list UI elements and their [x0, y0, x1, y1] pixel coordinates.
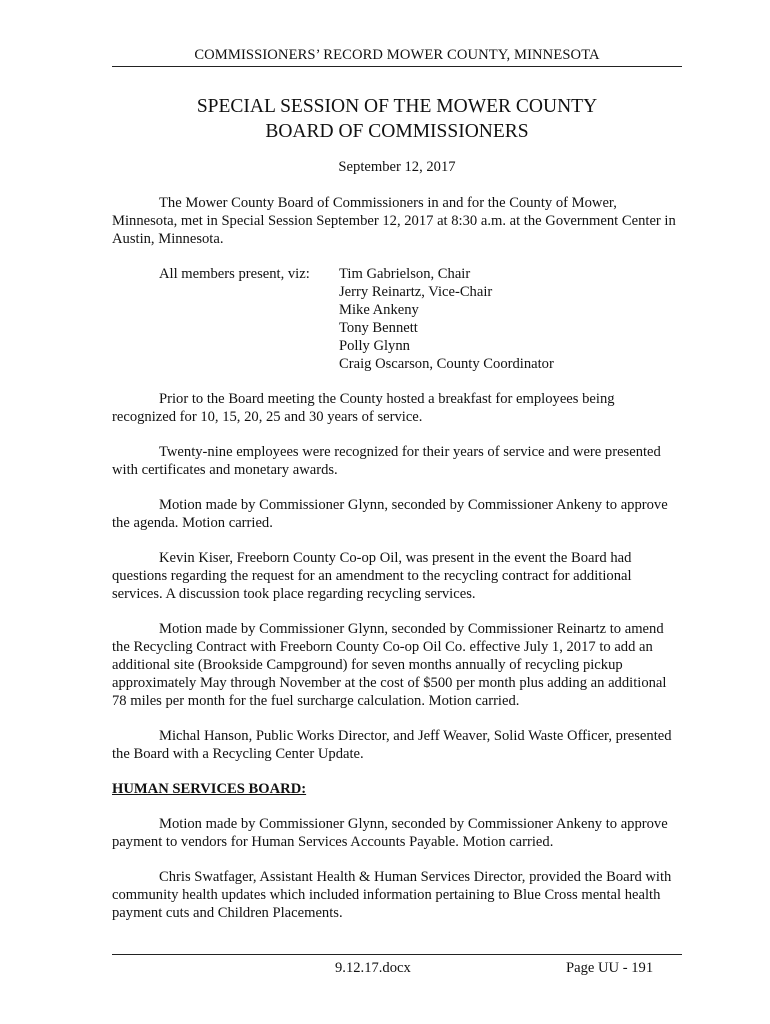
member-item: Tony Bennett: [339, 320, 418, 336]
paragraph-employees-recognized: Twenty-nine employees were recognized for their years of service and were presented with certificates and monetary awards.: [112, 444, 661, 478]
member-item: Jerry Reinartz, Vice-Chair: [339, 284, 493, 300]
member-item: Polly Glynn: [339, 338, 410, 354]
session-date: September 12, 2017: [338, 159, 456, 175]
footer-rule: [112, 954, 682, 955]
paragraph-community-health-updates: Chris Swatfager, Assistant Health & Human Services Director, provided the Board with community health updates which included information pertaining to Blue Cross mental health payment cuts and Children Placements.: [112, 869, 672, 921]
members-label: All members present, viz:: [159, 266, 310, 282]
footer-filename: 9.12.17.docx: [335, 960, 411, 976]
paragraph-agenda-motion: Motion made by Commissioner Glynn, seconded by Commissioner Ankeny to approve the agenda. Motion carried.: [112, 497, 668, 531]
paragraph-recycling-contract-motion: Motion made by Commissioner Glynn, seconded by Commissioner Reinartz to amend the Recycling Contract with Freeborn County Co-op Oil Co. effective July 1, 2017 to add an additional site (Brookside Campground) for seven months annually of recycling pickup approximately May through November at the cost of $500 per month plus adding an additional 78 miles per month for the fuel surcharge calculation. Motion carried.: [112, 621, 667, 709]
members-list: [339, 265, 554, 373]
title-line-2: BOARD OF COMMISSIONERS: [265, 121, 529, 142]
document-body: [112, 194, 682, 939]
paragraph-accounts-payable-motion: Motion made by Commissioner Glynn, seconded by Commissioner Ankeny to approve payment to vendors for Human Services Accounts Payable. Motion carried.: [112, 816, 668, 850]
member-item: Craig Oscarson, County Coordinator: [339, 356, 554, 372]
intro-paragraph: The Mower County Board of Commissioners in and for the County of Mower, Minnesota, met in Special Session September 12, 2017 at 8:30 a.m. at the Government Center in Austin, Minnesota.: [112, 195, 676, 247]
title-line-1: SPECIAL SESSION OF THE MOWER COUNTY: [196, 96, 598, 117]
member-item: Tim Gabrielson, Chair: [339, 266, 471, 282]
member-item: Mike Ankeny: [339, 302, 419, 318]
running-header: COMMISSIONERS’ RECORD MOWER COUNTY, MINNESOTA: [194, 47, 600, 63]
paragraph-recycling-center-update: Michal Hanson, Public Works Director, and Jeff Weaver, Solid Waste Officer, presented the Board with a Recycling Center Update.: [112, 728, 672, 762]
document-title: [112, 94, 682, 144]
paragraph-breakfast: Prior to the Board meeting the County hosted a breakfast for employees being recognized for 10, 15, 20, 25 and 30 years of service.: [112, 391, 615, 425]
header-rule: [112, 66, 682, 67]
paragraph-kevin-kiser: Kevin Kiser, Freeborn County Co-op Oil, was present in the event the Board had questions regarding the request for an amendment to the recycling contract for additional services. A discussion took place regarding recycling services.: [112, 550, 632, 602]
members-block: [112, 265, 682, 373]
footer-page-number: Page UU - 191: [566, 960, 654, 976]
section-heading-human-services: HUMAN SERVICES BOARD:: [112, 781, 307, 797]
